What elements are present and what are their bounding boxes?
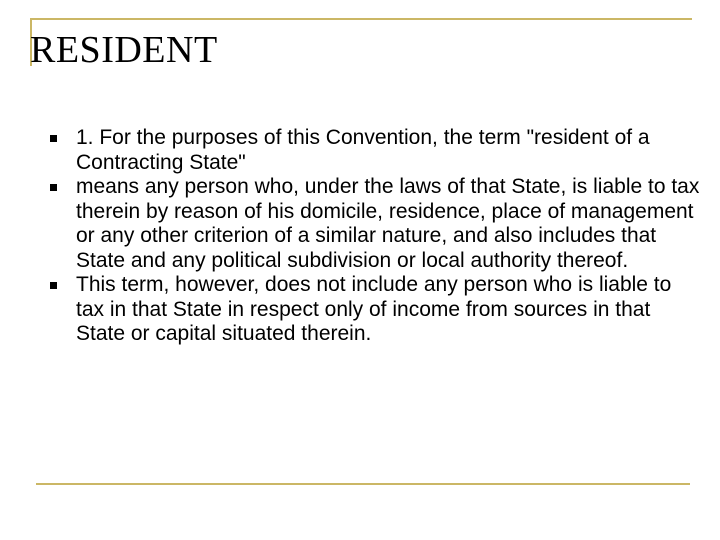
top-horizontal-rule <box>30 18 692 20</box>
bullet-text: This term, however, does not include any person who is liable to tax in that State in respect only of income from sources in that State or capital situated therein. <box>76 273 672 345</box>
slide-title: RESIDENT <box>30 29 218 71</box>
bullet-item <box>50 175 700 273</box>
square-bullet-icon <box>50 135 57 142</box>
bullet-item <box>50 126 700 175</box>
bullet-item <box>50 273 700 347</box>
square-bullet-icon <box>50 282 57 289</box>
bullet-text: means any person who, under the laws of that State, is liable to tax therein by reason of his domicile, residence, place of management or any other criterion of a similar nature, and also includes that State and any political subdivision or local authority thereof. <box>76 175 700 272</box>
bottom-horizontal-rule <box>36 483 690 485</box>
square-bullet-icon <box>50 184 57 191</box>
bullet-list <box>50 126 700 347</box>
bullet-text: 1. For the purposes of this Convention, the term "resident of a Contracting State" <box>76 126 650 174</box>
